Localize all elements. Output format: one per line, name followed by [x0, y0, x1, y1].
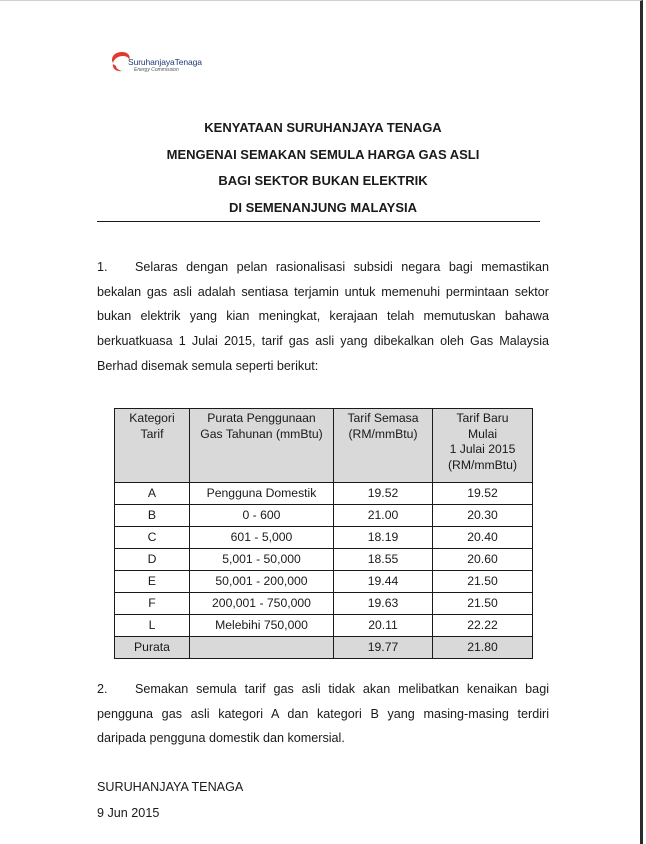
table-body	[115, 483, 533, 659]
signature-date: 9 Jun 2015	[97, 806, 160, 820]
cell-current-tariff: 18.55	[334, 549, 433, 571]
cell-category: F	[115, 593, 190, 615]
title-line: KENYATAAN SURUHANJAYA TENAGA	[204, 120, 442, 135]
statement-title	[0, 115, 646, 221]
cell-new-tariff: 22.22	[433, 615, 533, 637]
header-average-usage: Purata Penggunaan Gas Tahunan (mmBtu)	[190, 409, 334, 483]
header-category: Kategori Tarif	[115, 409, 190, 483]
table-average-row	[115, 637, 533, 659]
table-row	[115, 615, 533, 637]
cell-category: C	[115, 527, 190, 549]
cell-current-tariff: 19.44	[334, 571, 433, 593]
signature-organization: SURUHANJAYA TENAGA	[97, 780, 244, 794]
cell-usage: 0 - 600	[190, 505, 334, 527]
cell-current-tariff: 19.52	[334, 483, 433, 505]
tariff-table	[114, 408, 533, 659]
table-row	[115, 527, 533, 549]
paragraph-1	[97, 255, 549, 379]
cell-current-tariff: 21.00	[334, 505, 433, 527]
cell-category: B	[115, 505, 190, 527]
cell-new-tariff: 21.50	[433, 593, 533, 615]
table-header-row	[115, 409, 533, 483]
cell-usage: 5,001 - 50,000	[190, 549, 334, 571]
paragraph-text: Semakan semula tarif gas asli tidak akan melibatkan kenaikan bagi pengguna gas asli kategori A dan kategori B yang masing-masing terdiri daripada pengguna domestik dan komersial.	[97, 682, 549, 746]
table-row	[115, 505, 533, 527]
cell-new-tariff: 20.30	[433, 505, 533, 527]
paragraph-number: 2.	[97, 682, 108, 696]
cell-category: L	[115, 615, 190, 637]
cell-current-tariff: 19.77	[334, 637, 433, 659]
title-divider	[97, 221, 540, 222]
cell-usage	[190, 637, 334, 659]
cell-usage: Pengguna Domestik	[190, 483, 334, 505]
paragraph-text: Selaras dengan pelan rasionalisasi subsidi negara bagi memastikan bekalan gas asli adalah sentiasa terjamin untuk memenuhi permintaan sektor bukan elektrik yang kian meningkat, kerajaan telah memutuskan bahawa berkuatkuasa 1 Julai 2015, tarif gas asli yang dibekalkan oleh Gas Malaysia Berhad disemak semula seperti berikut:	[97, 260, 549, 373]
cell-category: D	[115, 549, 190, 571]
cell-new-tariff: 20.60	[433, 549, 533, 571]
cell-category: A	[115, 483, 190, 505]
title-line: MENGENAI SEMAKAN SEMULA HARGA GAS ASLI	[166, 146, 480, 162]
title-line: BAGI SEKTOR BUKAN ELEKTRIK	[218, 173, 428, 188]
cell-current-tariff: 19.63	[334, 593, 433, 615]
table-row	[115, 549, 533, 571]
cell-current-tariff: 18.19	[334, 527, 433, 549]
cell-current-tariff: 20.11	[334, 615, 433, 637]
table-row	[115, 483, 533, 505]
cell-usage: Melebihi 750,000	[190, 615, 334, 637]
cell-category: E	[115, 571, 190, 593]
table-row	[115, 593, 533, 615]
paragraph-2	[97, 677, 549, 751]
cell-usage: 601 - 5,000	[190, 527, 334, 549]
paragraph-number: 1.	[97, 260, 108, 274]
logo-name: SuruhanjayaTenaga	[128, 57, 202, 67]
cell-new-tariff: 20.40	[433, 527, 533, 549]
header-current-tariff: Tarif Semasa (RM/mmBtu)	[334, 409, 433, 483]
cell-new-tariff: 19.52	[433, 483, 533, 505]
cell-usage: 200,001 - 750,000	[190, 593, 334, 615]
cell-category: Purata	[115, 637, 190, 659]
cell-usage: 50,001 - 200,000	[190, 571, 334, 593]
cell-new-tariff: 21.80	[433, 637, 533, 659]
energy-commission-logo	[108, 49, 228, 79]
header-new-tariff: Tarif Baru Mulai 1 Julai 2015 (RM/mmBtu)	[433, 409, 533, 483]
logo-subtitle: Energy Commission	[134, 67, 179, 73]
table-row	[115, 571, 533, 593]
cell-new-tariff: 21.50	[433, 571, 533, 593]
title-line: DI SEMENANJUNG MALAYSIA	[228, 199, 418, 215]
